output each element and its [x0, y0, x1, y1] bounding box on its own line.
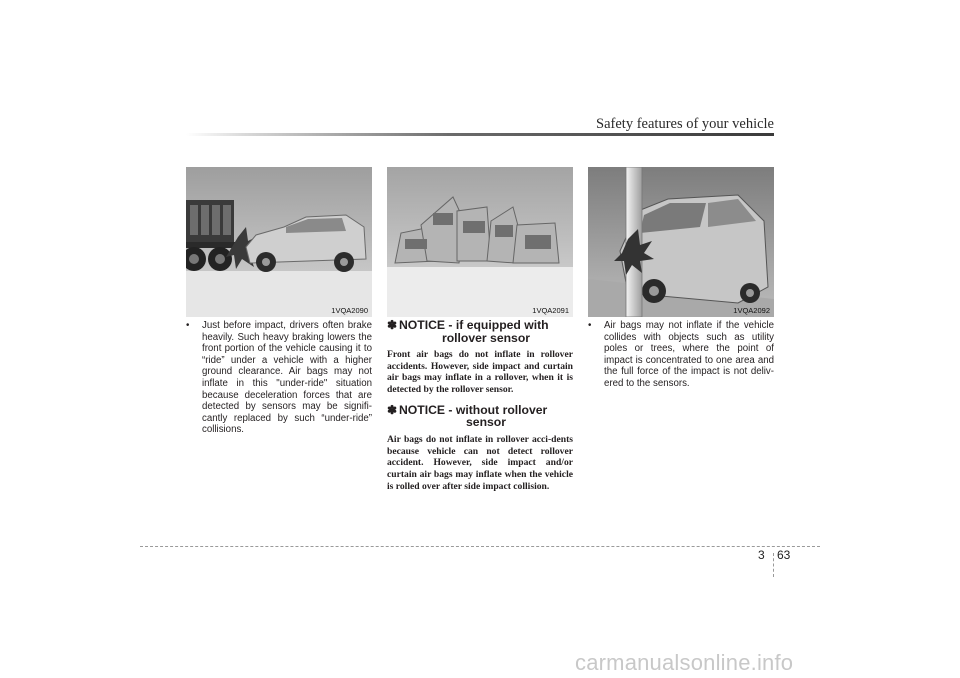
figure-label: 1VQA2090 — [331, 306, 368, 315]
truck-car-collision-illustration — [186, 167, 372, 317]
column-2 — [387, 319, 573, 500]
figure-pole — [588, 167, 774, 317]
notice-title-line-2: rollover sensor — [441, 330, 531, 345]
page-number: 63 — [777, 548, 791, 562]
figure-label: 1VQA2092 — [733, 306, 770, 315]
page-number-divider — [773, 553, 774, 577]
header-title: Safety features of your vehicle — [596, 116, 774, 132]
column-1 — [186, 320, 372, 436]
notice-title-rollover-sensor — [387, 319, 573, 344]
notice-symbol: ✽ — [387, 402, 398, 417]
bullet-underride — [186, 320, 372, 436]
notice-title-line-1: NOTICE - if equipped with — [399, 318, 549, 332]
bullet-text: Air bags may not inflate if the vehicle collides with objects such as utility poles or trees, where the point of impact is concentrated to one area and the full force of the impact is not deliv-ered to the sensors. — [604, 320, 774, 389]
rollover-illustration — [387, 167, 573, 317]
bullet-text: Just before impact, drivers often brake heavily. Such heavy braking lowers the front portion of the vehicle causing it to “ride” under a vehicle with a higher ground clearance. Air bags may not inflate in this "under-ride" situation because deceleration forces that are detected by sensors may be signifi-cantly replaced by such “under-ride” collisions. — [202, 320, 372, 436]
notice-title-line-1: NOTICE - without rollover — [399, 402, 548, 417]
header-rule — [186, 133, 774, 136]
figure-underride — [186, 167, 372, 317]
bullet-pole — [588, 320, 774, 390]
figure-label: 1VQA2091 — [532, 306, 569, 315]
chapter-number: 3 — [758, 548, 765, 562]
watermark: carmanualsonline.info — [575, 650, 794, 675]
notice-title-no-rollover-sensor — [387, 404, 573, 429]
notice-body-rollover-sensor: Front air bags do not inflate in rollover accidents. However, side impact and curtain air bags may inflate in a rollover, when it is detected by the rollover sensor. — [387, 349, 573, 396]
notice-symbol: ✽ — [387, 318, 398, 332]
pole-collision-illustration — [588, 167, 774, 317]
bullet-symbol: • — [186, 320, 190, 331]
figure-rollover — [387, 167, 573, 317]
notice-body-no-rollover-sensor: Air bags do not inflate in rollover acci-dents because vehicle can not detect rollover accident. However, side impact and/or curtain air bags may inflate when the vehicle is rolled over after side impact collision. — [387, 433, 573, 492]
notice-title-line-2: sensor — [466, 415, 506, 430]
bullet-symbol: • — [588, 320, 592, 331]
column-3 — [588, 320, 774, 390]
footer-rule — [140, 546, 820, 547]
